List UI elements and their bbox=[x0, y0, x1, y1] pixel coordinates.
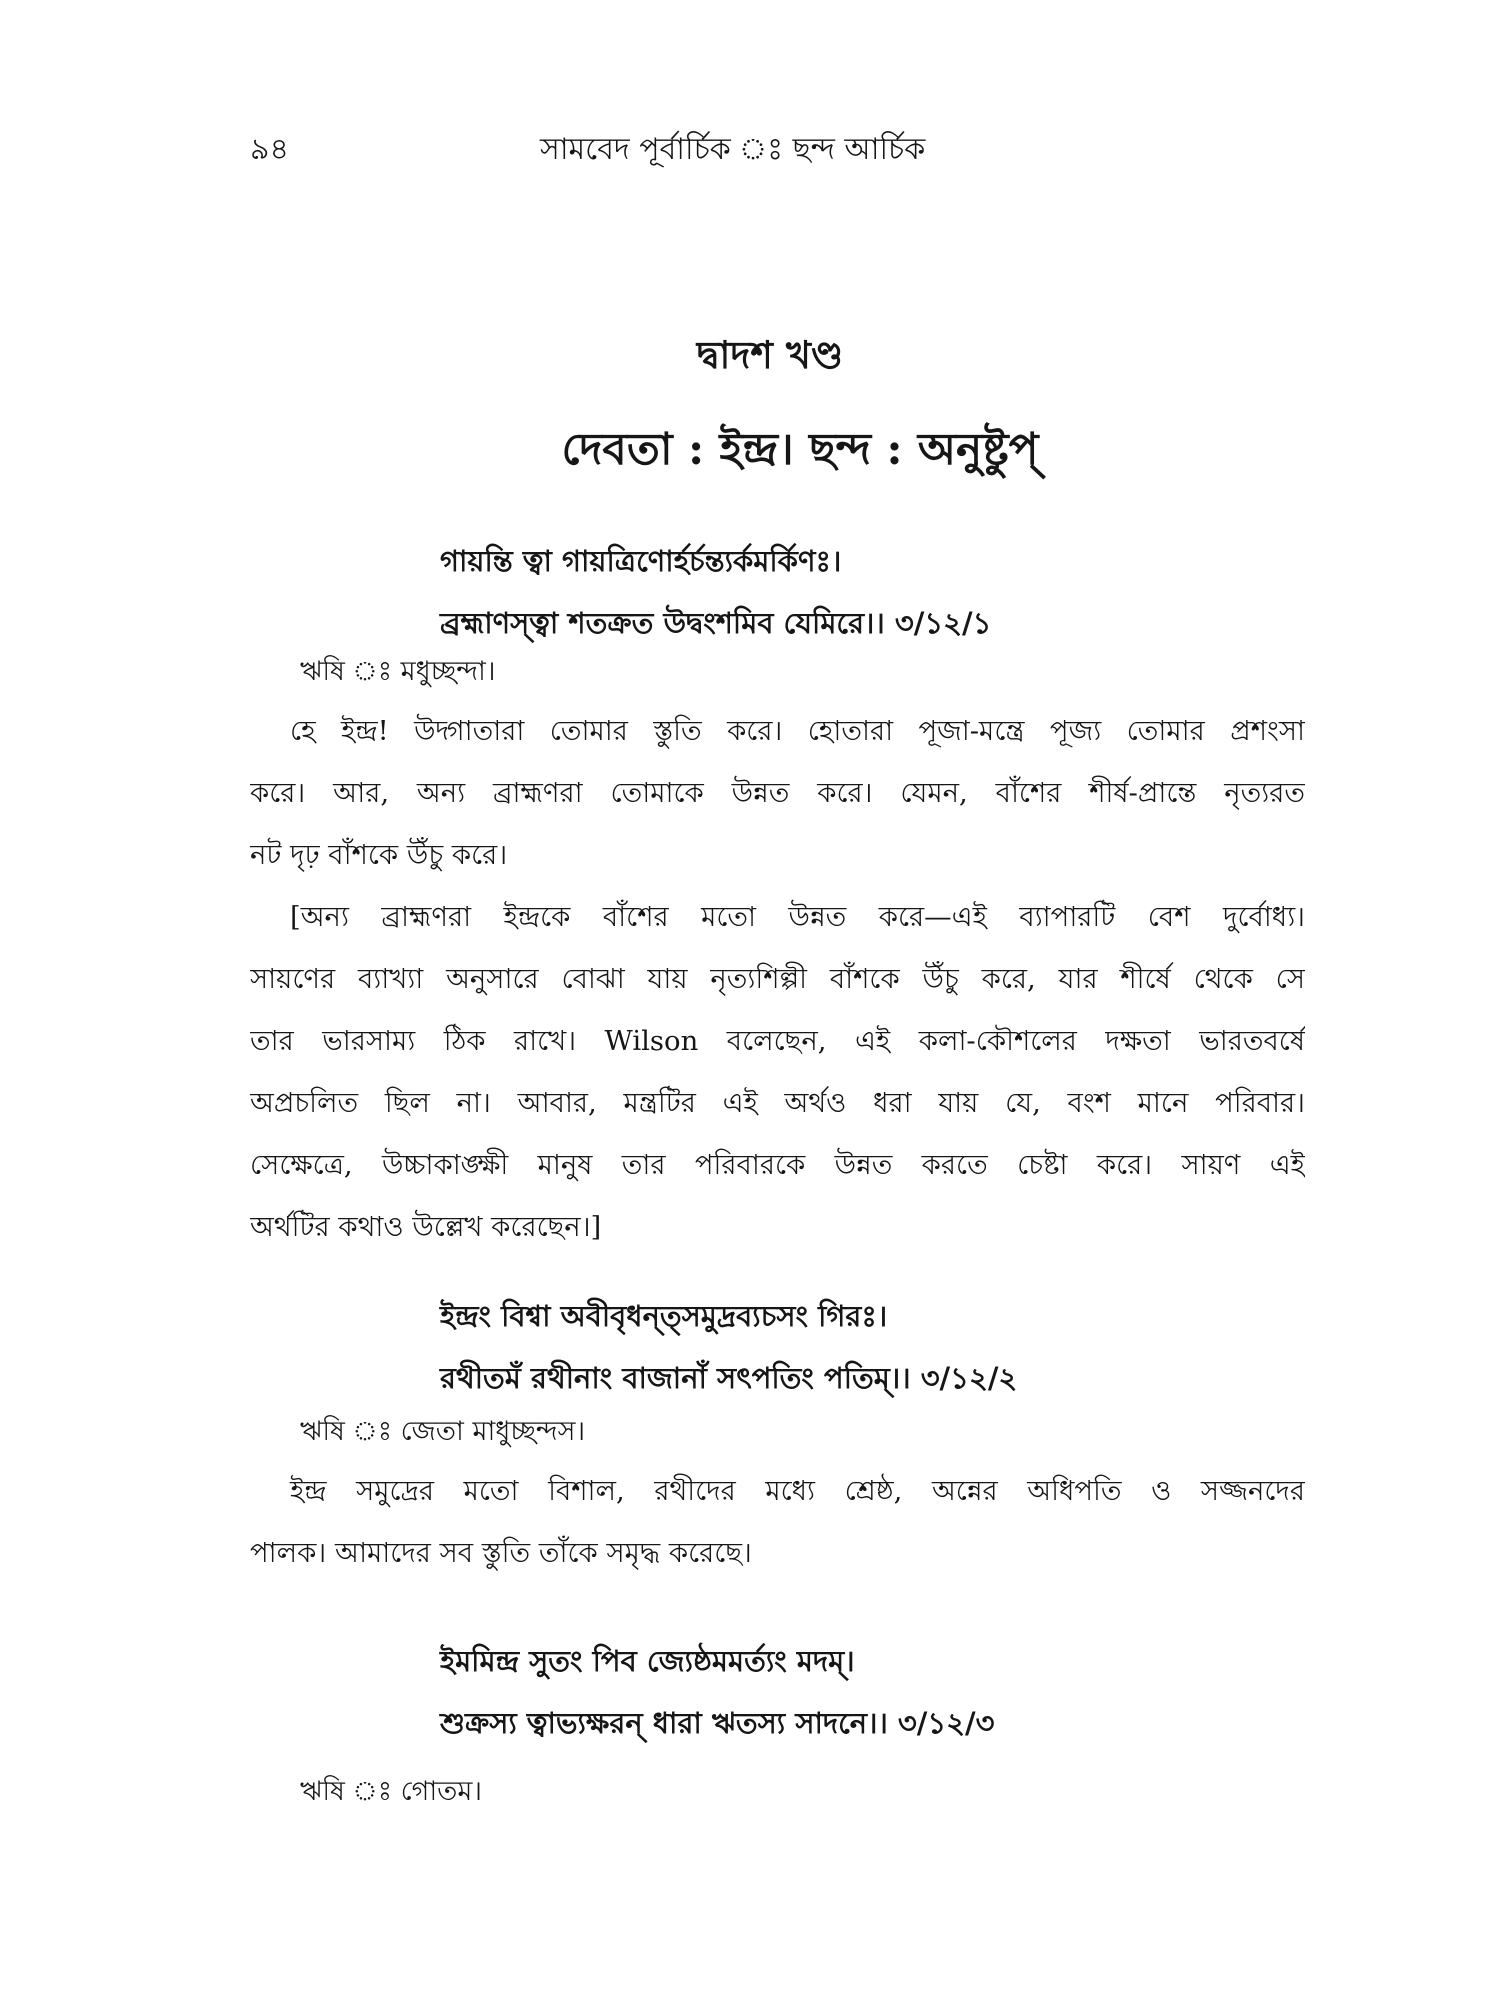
mantra-3-verse bbox=[440, 1630, 1440, 1754]
verse-line: গায়ন্তি ত্বা গায়ত্রিণোর্হর্চন্ত্যর্কমর্কিণঃ। bbox=[440, 544, 842, 578]
text-line: অর্থটির কথাও উল্লেখ করেছেন।] bbox=[250, 1211, 602, 1243]
text-line: হে ইন্দ্র! উদ্গাতারা তোমার স্তুতি করে। হোতারা পূজা-মন্ত্রে পূজ্য তোমার প্রশংসা bbox=[290, 715, 1305, 747]
mantra-1-verse bbox=[440, 530, 1440, 654]
text-line: সায়ণের ব্যাখ্যা অনুসারে বোঝা যায় নৃত্যশিল্পী বাঁশকে উঁচু করে, যার শীর্ষে থেকে সে bbox=[250, 963, 1305, 995]
running-title: সামবেদ পূর্বার্চিক ঃ ছন্দ আর্চিক bbox=[540, 132, 926, 167]
verse-line: রথীতমঁ রথীনাং বাজানাঁ সৎপতিং পতিম্।। ৩/১২/২ bbox=[440, 1361, 1018, 1395]
running-header bbox=[250, 130, 1290, 180]
text-line: সেক্ষেত্রে, উচ্চাকাঙ্ক্ষী মানুষ তার পরিবারকে উন্নত করতে চেষ্টা করে। সায়ণ এই bbox=[250, 1149, 1305, 1181]
mantra-2-rishi: ঋষি ঃ জেতা মাধুচ্ছন্দস। bbox=[300, 1416, 586, 1447]
mantra-1-note bbox=[250, 886, 1305, 1258]
text-line: নট দৃঢ় বাঁশকে উঁচু করে। bbox=[250, 839, 508, 871]
mantra-3-rishi: ঋষি ঃ গোতম। bbox=[300, 1776, 483, 1807]
verse-line: ব্রহ্মাণস্ত্বা শতক্রত উদ্বংশমিব যেমিরে।। ৩/১২/১ bbox=[440, 606, 992, 640]
deity-meter-heading: দেবতা : ইন্দ্র। ছন্দ : অনুষ্টুপ্ bbox=[561, 424, 1039, 475]
text-line: তার ভারসাম্য ঠিক রাখে। Wilson বলেছেন, এই কলা-কৌশলের দক্ষতা ভারতবর্ষে bbox=[250, 1025, 1305, 1057]
mantra-1-explanation bbox=[250, 700, 1305, 886]
mantra-2-explanation bbox=[250, 1460, 1305, 1584]
mantra-2-verse bbox=[440, 1285, 1440, 1409]
text-line: অপ্রচলিত ছিল না। আবার, মন্ত্রটির এই অর্থও ধরা যায় যে, বংশ মানে পরিবার। bbox=[250, 1087, 1305, 1119]
verse-line: ইন্দ্রং বিশ্বা অবীবৃধন্ত্সমুদ্রব্যচসং গিরঃ। bbox=[440, 1299, 888, 1333]
text-line: করে। আর, অন্য ব্রাহ্মণরা তোমাকে উন্নত করে। যেমন, বাঁশের শীর্ষ-প্রান্তে নৃত্যরত bbox=[250, 777, 1305, 809]
text-line: [অন্য ব্রাহ্মণরা ইন্দ্রকে বাঁশের মতো উন্নত করে—এই ব্যাপারটি বেশ দুর্বোধ্য। bbox=[290, 901, 1305, 933]
verse-line: ইমমিন্দ্র সুতং পিব জ্যেষ্ঠমমর্ত্যং মদম্। bbox=[440, 1644, 855, 1678]
section-title: দ্বাদশ খণ্ড bbox=[696, 332, 844, 377]
text-line: ইন্দ্র সমুদ্রের মতো বিশাল, রথীদের মধ্যে শ্রেষ্ঠ, অন্নের অধিপতি ও সজ্জনদের bbox=[290, 1475, 1305, 1507]
text-line: পালক। আমাদের সব স্তুতি তাঁকে সমৃদ্ধ করেছে। bbox=[250, 1537, 752, 1569]
mantra-1-rishi: ঋষি ঃ মধুচ্ছন্দা। bbox=[300, 656, 496, 687]
verse-line: শুক্রস্য ত্বাভ্যক্ষরন্ ধারা ঋতস্য সাদনে।। ৩/১২/৩ bbox=[440, 1706, 995, 1740]
page-number: ৯৪ bbox=[250, 132, 289, 167]
